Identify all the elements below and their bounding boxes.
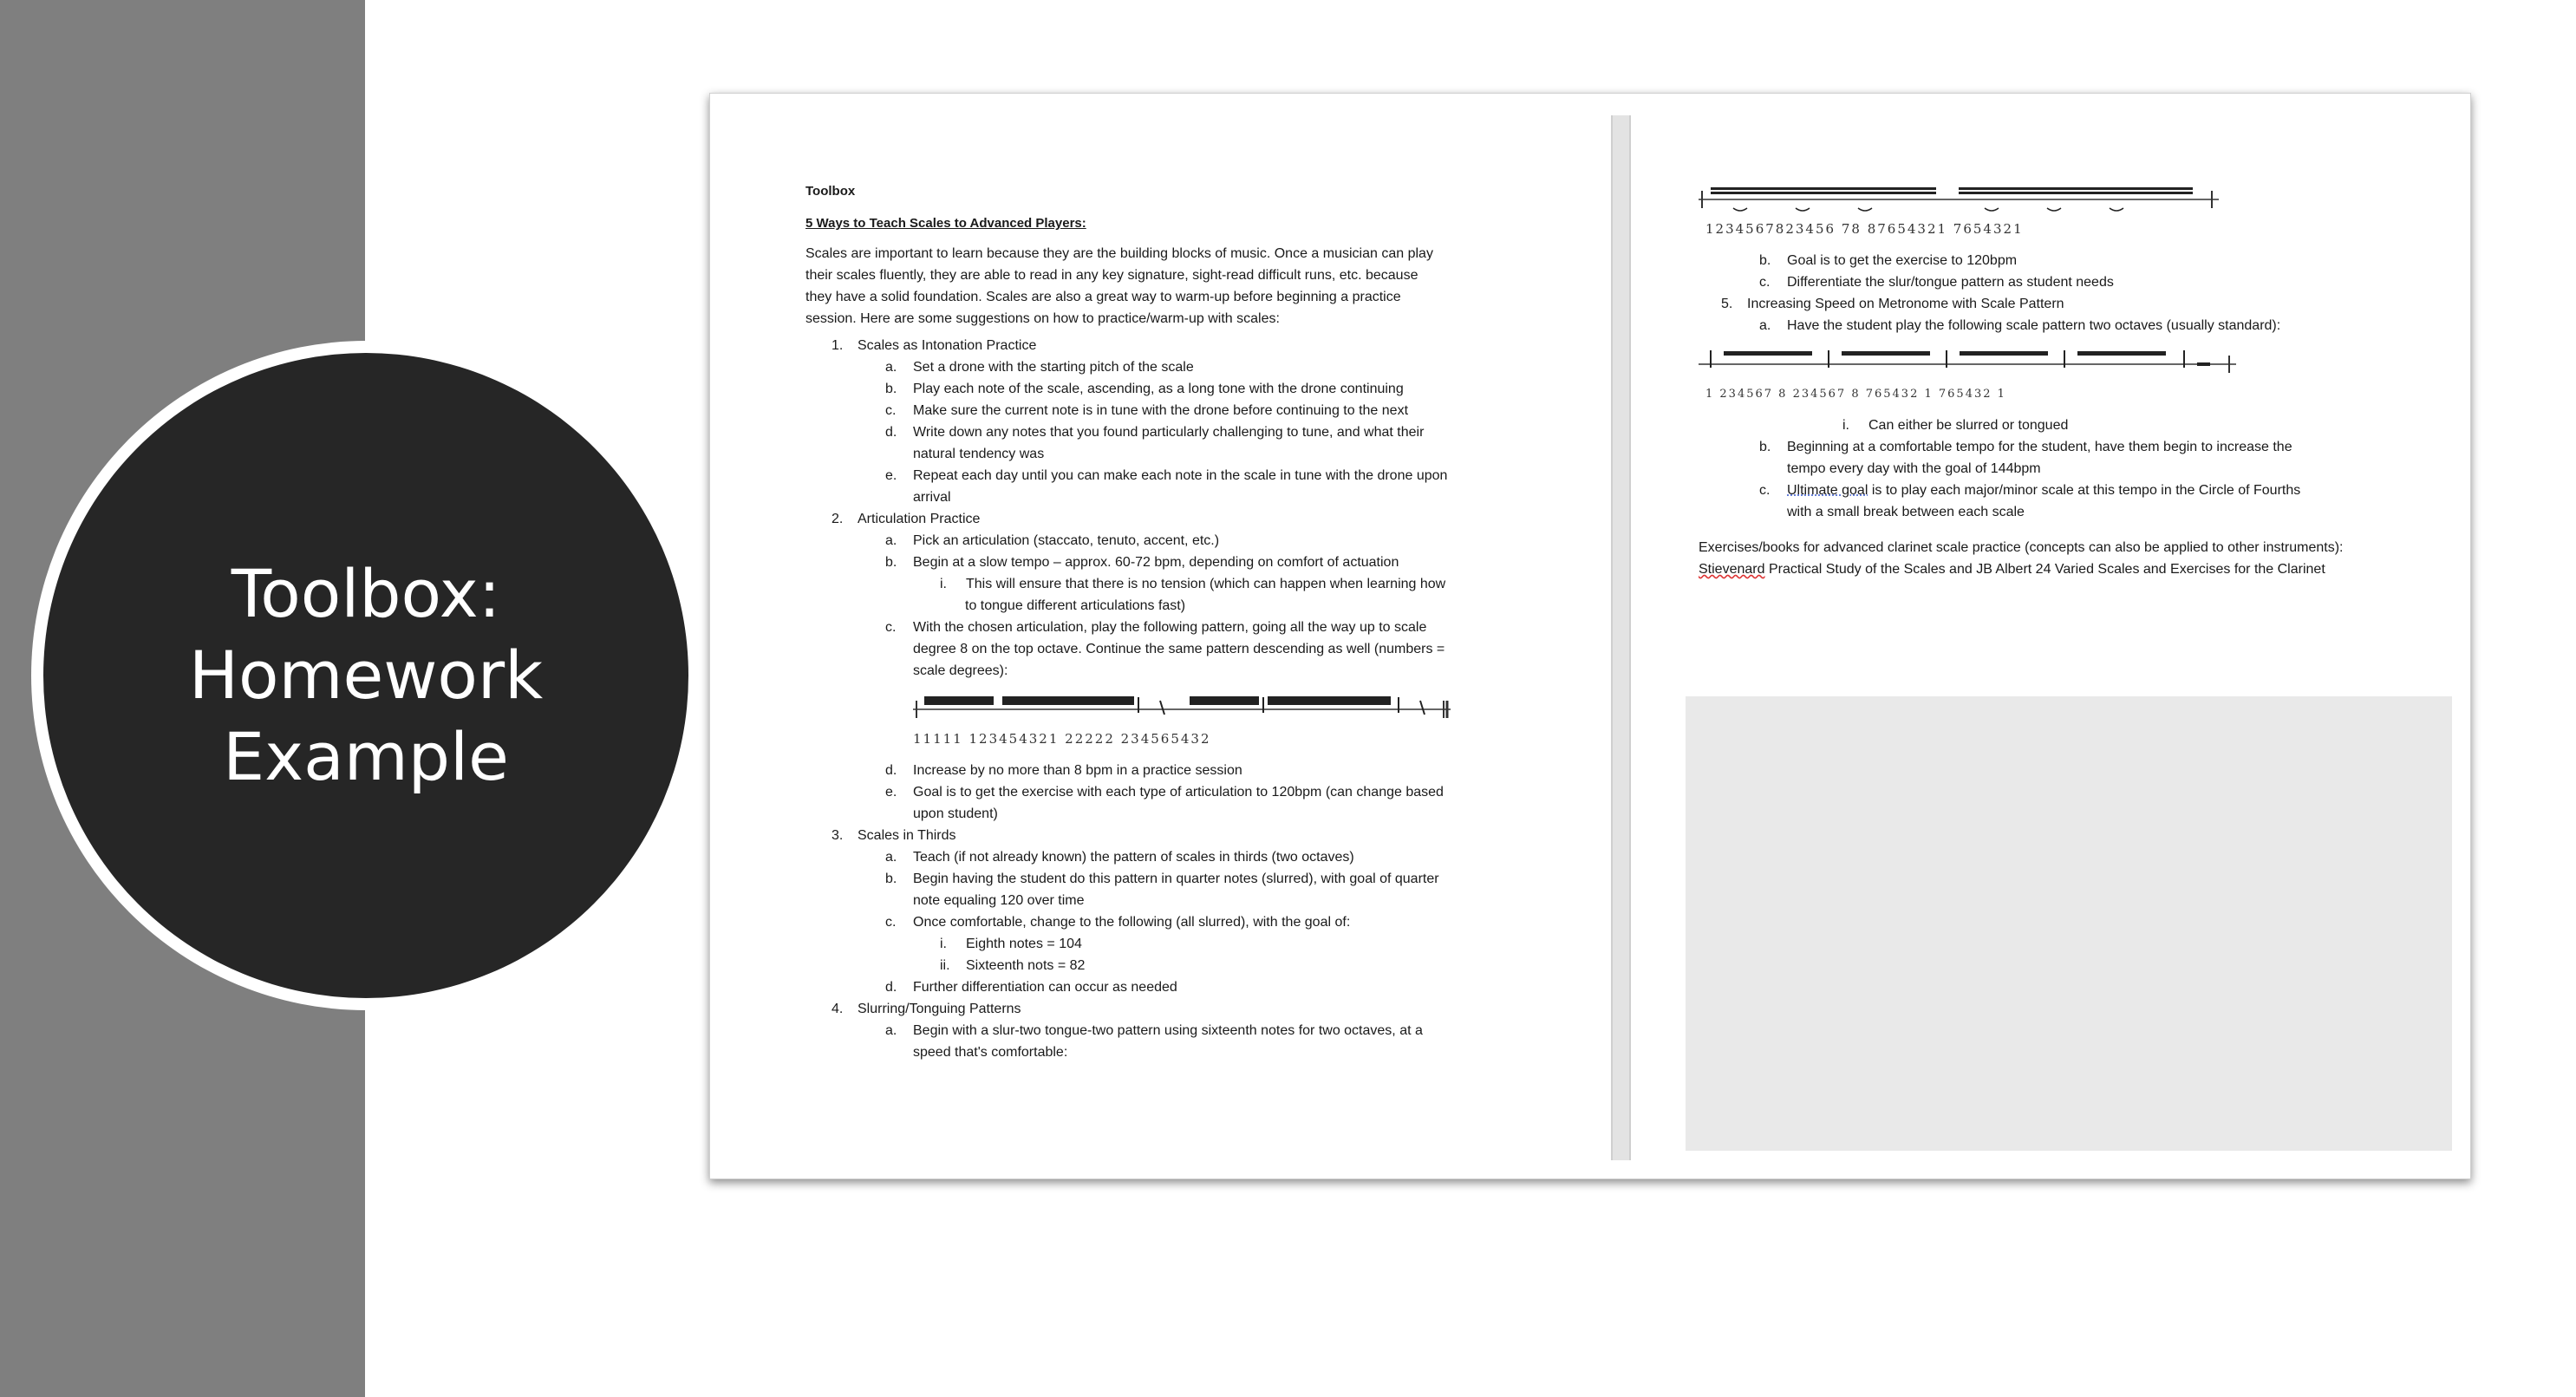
intro-line: their scales fluently, they are able to read in any key signature, sight-read difficult runs, etc. because (805, 268, 1418, 283)
intro-line: session. Here are some suggestions on how to practice/warm-up with scales: (805, 311, 1280, 326)
resources-line: Stievenard Practical Study of the Scales and JB Albert 24 Varied Scales and Exercises for the Clarinet (1699, 562, 2325, 577)
list-item: c. With the chosen articulation, play the following pattern, going all the way up to scale (885, 620, 1427, 635)
list-subitem: i. Eighth notes = 104 (940, 937, 1082, 951)
list-item-continued: note equaling 120 over time (913, 893, 1085, 908)
resources-paragraph (1699, 537, 2427, 580)
list-item: e. Repeat each day until you can make each note in the scale in tune with the drone upon (885, 468, 1448, 483)
list-item-continued: upon student) (913, 806, 998, 821)
list-item: b. Begin at a slow tempo – approx. 60-72 bpm, depending on comfort of actuation (885, 555, 1399, 570)
scale-degree-numbers: 1234567823456 78 87654321 7654321 (1705, 221, 2024, 237)
intro-line: Scales are important to learn because they are the building blocks of music. Once a musician can play (805, 246, 1433, 261)
list-item: a. Pick an articulation (staccato, tenuto, accent, etc.) (885, 533, 1220, 548)
list-subitem: i. Can either be slurred or tongued (1842, 418, 2069, 433)
section-1 (805, 335, 1542, 508)
section-2 (805, 508, 1542, 825)
list-item-continued: arrival (913, 490, 951, 505)
intro-line: they have a solid foundation. Scales are also a great way to warm-up before beginning a practice (805, 290, 1401, 304)
document-page-right (1699, 180, 2427, 580)
doc-subtitle: 5 Ways to Teach Scales to Advanced Players: (805, 216, 1086, 231)
list-item: a. Set a drone with the starting pitch of the scale (885, 360, 1194, 375)
list-item-continued: with a small break between each scale (1787, 505, 2025, 519)
intro-paragraph (805, 243, 1542, 330)
section-1-heading: 1. Scales as Intonation Practice (831, 338, 1037, 353)
list-subitem: i. This will ensure that there is no tension (which can happen when learning how (940, 577, 1446, 591)
list-item: b. Begin having the student do this pattern in quarter notes (slurred), with goal of quarter (885, 871, 1439, 886)
section-2-heading: 2. Articulation Practice (831, 512, 981, 526)
page-divider (1611, 115, 1631, 1160)
slide-title (189, 553, 543, 798)
music-excerpt-scale-pattern (1699, 345, 2427, 409)
section-4-heading: 4. Slurring/Tonguing Patterns (831, 1002, 1021, 1016)
list-item: a. Have the student play the following scale pattern two octaves (usually standard): (1759, 318, 2281, 333)
blank-area (1686, 696, 2452, 1151)
list-item: c. Once comfortable, change to the following (all slurred), with the goal of: (885, 915, 1351, 930)
list-item: d. Further differentiation can occur as needed (885, 980, 1177, 995)
list-item: c. Make sure the current note is in tune with the drone before continuing to the next (885, 403, 1409, 418)
music-excerpt-articulation (913, 690, 1542, 754)
list-item: b. Beginning at a comfortable tempo for the student, have them begin to increase the (1759, 440, 2292, 454)
scale-degree-numbers: 1 234567 8 234567 8 765432 1 765432 1 (1705, 388, 2006, 401)
list-item: b. Play each note of the scale, ascending, as a long tone with the drone continuing (885, 382, 1404, 396)
list-item: e. Goal is to get the exercise with each type of articulation to 120bpm (can change based (885, 785, 1444, 800)
list-item: d. Increase by no more than 8 bpm in a practice session (885, 763, 1242, 778)
music-staff-icon (913, 690, 1451, 728)
section-4 (805, 998, 1542, 1063)
list-item: b. Goal is to get the exercise to 120bpm (1759, 253, 2018, 268)
list-subitem: ii. Sixteenth nots = 82 (940, 958, 1086, 973)
resources-line: Exercises/books for advanced clarinet scale practice (concepts can also be applied to other instruments): (1699, 540, 2344, 555)
document-page-left (805, 180, 1542, 1063)
scale-degree-numbers: 11111 123454321 22222 234565432 (913, 731, 1211, 747)
section-3 (805, 825, 1542, 998)
list-item: a. Teach (if not already known) the pattern of scales in thirds (two octaves) (885, 850, 1354, 865)
list-item-continued: scale degrees): (913, 663, 1008, 678)
title-circle (43, 353, 688, 998)
music-staff-icon (1699, 345, 2236, 383)
list-item: c. Differentiate the slur/tongue pattern as student needs (1759, 275, 2114, 290)
list-item: a. Begin with a slur-two tongue-two pattern using sixteenth notes for two octaves, at a (885, 1023, 1423, 1038)
slide-title-line-3: Example (223, 718, 509, 795)
document-screenshot (709, 93, 2471, 1179)
list-item-continued: degree 8 on the top octave. Continue the same pattern descending as well (numbers = (913, 642, 1445, 656)
section-5-heading: 5. Increasing Speed on Metronome with Scale Pattern (1721, 297, 2064, 311)
section-3-heading: 3. Scales in Thirds (831, 828, 956, 843)
list-item-continued: speed that's comfortable: (913, 1045, 1068, 1060)
list-item-continued: tempo every day with the goal of 144bpm (1787, 461, 2041, 476)
list-item: d. Write down any notes that you found particularly challenging to tune, and what their (885, 425, 1425, 440)
doc-title: Toolbox (805, 184, 856, 199)
slide-title-line-2: Homework (188, 636, 544, 714)
list-subitem-continued: to tongue different articulations fast) (965, 598, 1186, 613)
list-item: c. Ultimate goal is to play each major/minor scale at this tempo in the Circle of Fourths (1759, 483, 2301, 498)
music-excerpt-slur-tongue (1699, 180, 2427, 245)
list-item-continued: natural tendency was (913, 447, 1045, 461)
slide-title-line-1: Toolbox: (231, 555, 501, 632)
music-staff-icon (1699, 180, 2219, 219)
